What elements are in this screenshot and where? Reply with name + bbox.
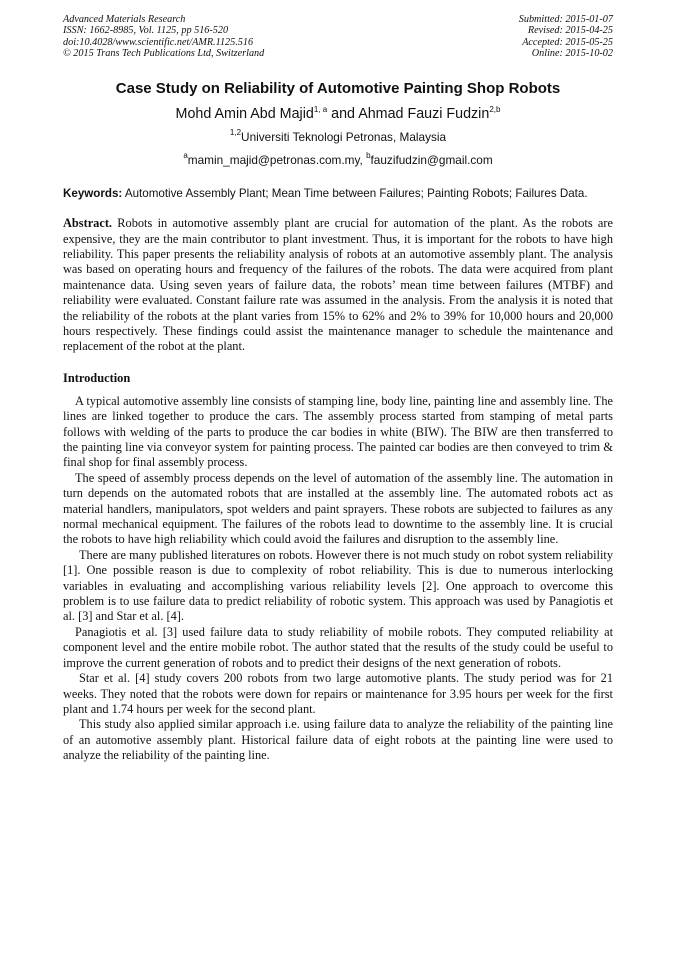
author-line [63, 105, 613, 123]
copyright-line: © 2015 Trans Tech Publications Ltd, Switzerland [63, 48, 265, 60]
doi-line: doi:10.4028/www.scientific.net/AMR.1125.516 [63, 36, 254, 48]
journal-name: Advanced Materials Research [63, 14, 186, 25]
affiliation [63, 127, 613, 145]
keywords-label: Keywords: [63, 186, 123, 200]
paragraph: A typical automotive assembly line consists of stamping line, body line, painting line and assembly line. The lines are linked together to produce the cars. The assembly process started from stamping of metal parts follows with welding of the parts to produce the car bodies in white (BIW). The BIW are then transferred to the painting line via conveyor system for painting process. The painted car bodies are then conveyed to trim & final shop for final assembly process. [63, 393, 613, 470]
author-name: Ahmad Fauzi Fudzin [358, 105, 490, 122]
author-superscript: 1, a [313, 104, 328, 114]
revised-date: Revised: 2015-04-25 [527, 25, 613, 37]
affiliation-superscript: 1,2 [229, 127, 242, 137]
affiliation-text: Universiti Teknologi Petronas, Malaysia [241, 129, 447, 144]
submission-dates [519, 14, 613, 60]
abstract-label: Abstract. [63, 216, 113, 231]
issn-line: ISSN: 1662-8985, Vol. 1125, pp 516-520 [63, 25, 229, 37]
author-emails [63, 150, 613, 168]
introduction-body [63, 394, 613, 764]
paragraph: Star et al. [4] study covers 200 robots from two large automotive plants. The study period was for 21 weeks. They noted that the robots were down for repairs or maintenance for 3.95 hours per week for the first plant and 1.74 hours per week for the second plant. [63, 671, 613, 716]
email-separator: , [359, 152, 367, 167]
email-superscript: a [183, 150, 188, 160]
paragraph: This study also applied similar approach i.e. using failure data to analyze the reliability of the painting line of an automotive assembly plant. Historical failure data of eight robots at the painting line were used to analyze the reliability of the painting line. [63, 717, 613, 763]
email-address[interactable]: mamin_majid@petronas.com.my [187, 152, 360, 167]
online-date: Online: 2015-10-02 [531, 48, 613, 60]
abstract [63, 216, 613, 355]
paragraph: The speed of assembly process depends on the level of automation of the assembly line. The automation in turn depends on the automated robots that are installed at the assembly line. The automated robots act as material handlers, manipulators, spot welders and paint sprayers. These robots are subjected to failures as any normal mechanical equipment. The failures of the robots lead to downtime to the assembly line. It is crucial the robots to have high reliability which could avoid the failures and disruption to the assembly line. [63, 470, 613, 547]
keywords-text: Automotive Assembly Plant; Mean Time between Failures; Painting Robots; Failures Data. [122, 186, 588, 200]
author-name: Mohd Amin Abd Majid [175, 105, 314, 122]
publication-header [63, 14, 613, 60]
accepted-date: Accepted: 2015-05-25 [522, 36, 613, 48]
author-superscript: 2,b [489, 104, 501, 114]
email-address[interactable]: fauzifudzin@gmail.com [370, 152, 493, 167]
paragraph: There are many published literatures on robots. However there is not much study on robot system reliability [1]. One possible reason is due to complexity of robot reliability. This is due to numerous interlocking variables in evaluating and accomplishing various reliability levels [2]. One approach to overcome this problem is to use failure data to predict reliability of robotic system. This approach was used by Panagiotis et al. [3] and Star et al. [4]. [63, 547, 613, 624]
abstract-text: Robots in automotive assembly plant are crucial for automation of the plant. As the robots are expensive, they are the main contributor to plant investment. Thus, it is important for the robots to have high reliability. This paper presents the reliability analysis of robots at an automotive assembly plant. The analysis was based on operating hours and frequency of the failures of the robots. The data were acquired from plant maintenance data. Using seven years of failure data, the robots’ mean time between failures (MTBF) and reliability were evaluated. Constant failure rate was assumed in the analysis. From the analysis it is noted that the reliability of the robots at the plant varies from 15% to 62% and 2% to 39% for 10,000 hours and 20,000 hours respectively. These findings could assist the maintenance manager to schedule the maintenance and replacement of the robot at the plant. [63, 216, 613, 354]
paragraph: Panagiotis et al. [3] used failure data to study reliability of mobile robots. They computed reliability at component level and the entire mobile robot. The author stated that the results of the study could be useful to improve the current generation of robots and to predict their designs of the next generation of robots. [63, 624, 613, 670]
submitted-date: Submitted: 2015-01-07 [518, 14, 613, 25]
paper-page [63, 14, 613, 764]
email-superscript: b [366, 150, 371, 160]
paper-title: Case Study on Reliability of Automotive Painting Shop Robots [115, 79, 561, 97]
section-heading-introduction: Introduction [63, 370, 131, 385]
journal-info [63, 14, 264, 60]
keywords [63, 187, 613, 202]
author-joiner: and [327, 105, 359, 122]
